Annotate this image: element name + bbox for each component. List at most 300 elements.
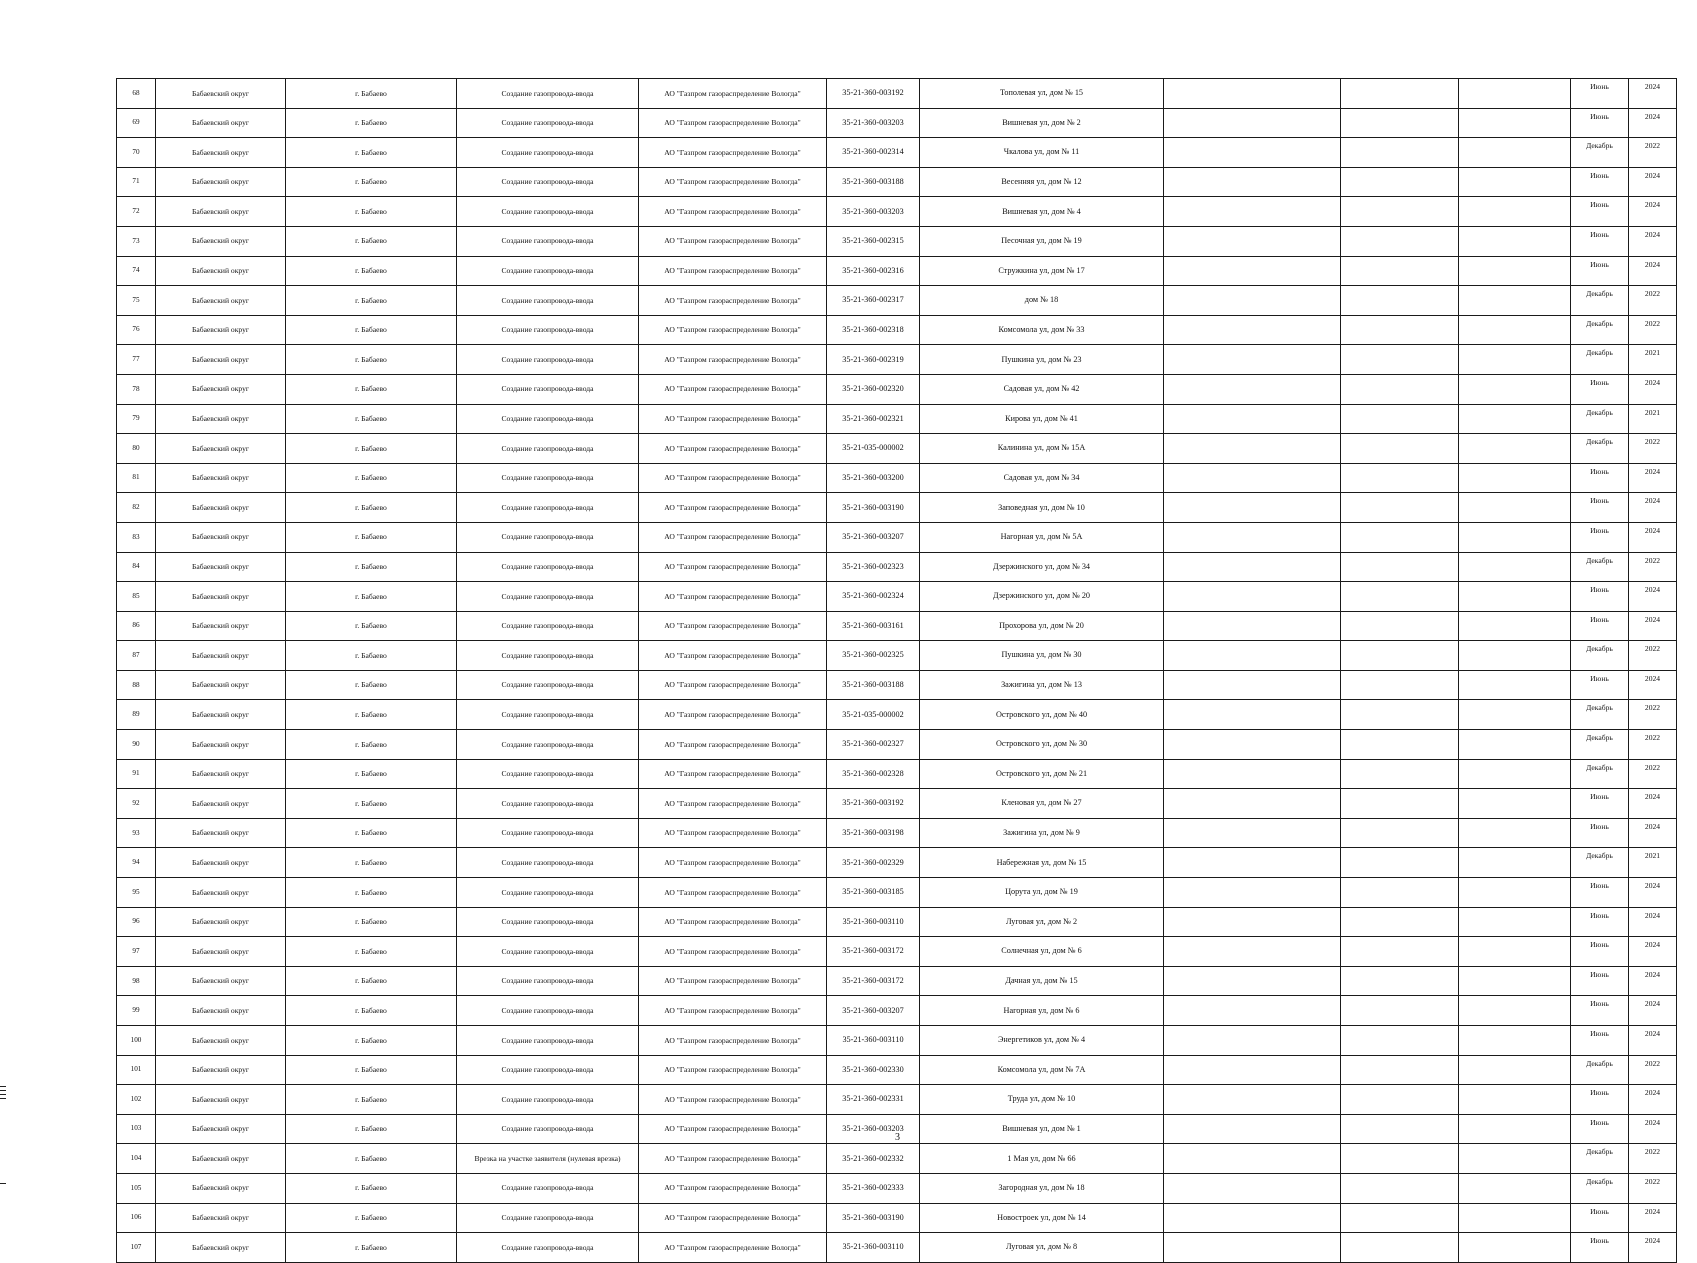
empty-cell — [1341, 1173, 1459, 1203]
work-type-cell: Создание газопровода-ввода — [457, 582, 639, 612]
work-type-cell: Создание газопровода-ввода — [457, 789, 639, 819]
organization-cell: АО "Газпром газораспределение Вологда" — [639, 1173, 827, 1203]
organization-cell: АО "Газпром газораспределение Вологда" — [639, 907, 827, 937]
empty-cell — [1341, 1055, 1459, 1085]
empty-cell — [1459, 404, 1571, 434]
table-row — [117, 522, 1677, 552]
address-cell: Цорута ул, дом № 19 — [920, 878, 1164, 908]
empty-cell — [1341, 1085, 1459, 1115]
district-cell: Бабаевский округ — [156, 79, 286, 109]
empty-cell — [1459, 937, 1571, 967]
year-cell: 2022 — [1629, 552, 1677, 582]
district-cell: Бабаевский округ — [156, 1055, 286, 1085]
month-cell: Июнь — [1571, 907, 1629, 937]
empty-cell — [1459, 463, 1571, 493]
empty-cell — [1341, 759, 1459, 789]
district-cell: Бабаевский округ — [156, 907, 286, 937]
empty-cell — [1341, 286, 1459, 316]
year-cell: 2021 — [1629, 404, 1677, 434]
district-cell: Бабаевский округ — [156, 138, 286, 168]
town-cell: г. Бабаево — [286, 937, 457, 967]
town-cell: г. Бабаево — [286, 493, 457, 523]
cadastral-number-cell: 35-21-360-003192 — [827, 79, 920, 109]
month-cell: Декабрь — [1571, 286, 1629, 316]
work-type-cell: Создание газопровода-ввода — [457, 878, 639, 908]
year-cell: 2022 — [1629, 138, 1677, 168]
address-cell: Вишневая ул, дом № 2 — [920, 108, 1164, 138]
empty-cell — [1459, 641, 1571, 671]
address-cell: Островского ул, дом № 40 — [920, 700, 1164, 730]
empty-cell — [1459, 197, 1571, 227]
month-cell: Июнь — [1571, 167, 1629, 197]
work-type-cell: Создание газопровода-ввода — [457, 1233, 639, 1263]
row-number-cell: 104 — [117, 1144, 156, 1174]
table-row — [117, 167, 1677, 197]
cadastral-number-cell: 35-21-360-002327 — [827, 730, 920, 760]
month-cell: Июнь — [1571, 1026, 1629, 1056]
table-row — [117, 286, 1677, 316]
organization-cell: АО "Газпром газораспределение Вологда" — [639, 286, 827, 316]
district-cell: Бабаевский округ — [156, 1114, 286, 1144]
month-cell: Июнь — [1571, 937, 1629, 967]
cadastral-number-cell: 35-21-360-003110 — [827, 1233, 920, 1263]
cadastral-number-cell: 35-21-360-003110 — [827, 1026, 920, 1056]
address-cell: 1 Мая ул, дом № 66 — [920, 1144, 1164, 1174]
year-cell: 2024 — [1629, 966, 1677, 996]
table-row — [117, 1203, 1677, 1233]
empty-cell — [1164, 1085, 1341, 1115]
address-cell: Садовая ул, дом № 34 — [920, 463, 1164, 493]
cadastral-number-cell: 35-21-360-002332 — [827, 1144, 920, 1174]
town-cell: г. Бабаево — [286, 848, 457, 878]
year-cell: 2022 — [1629, 1173, 1677, 1203]
cadastral-number-cell: 35-21-360-003188 — [827, 670, 920, 700]
cadastral-number-cell: 35-21-360-002317 — [827, 286, 920, 316]
town-cell: г. Бабаево — [286, 1114, 457, 1144]
work-type-cell: Создание газопровода-ввода — [457, 345, 639, 375]
empty-cell — [1341, 641, 1459, 671]
work-type-cell: Создание газопровода-ввода — [457, 493, 639, 523]
town-cell: г. Бабаево — [286, 434, 457, 464]
table-row — [117, 404, 1677, 434]
month-cell: Июнь — [1571, 463, 1629, 493]
table-row — [117, 700, 1677, 730]
town-cell: г. Бабаево — [286, 1055, 457, 1085]
empty-cell — [1164, 167, 1341, 197]
month-cell: Июнь — [1571, 1085, 1629, 1115]
organization-cell: АО "Газпром газораспределение Вологда" — [639, 522, 827, 552]
table-row — [117, 966, 1677, 996]
district-cell: Бабаевский округ — [156, 522, 286, 552]
work-type-cell: Создание газопровода-ввода — [457, 315, 639, 345]
work-type-cell: Создание газопровода-ввода — [457, 463, 639, 493]
empty-cell — [1341, 434, 1459, 464]
work-type-cell: Создание газопровода-ввода — [457, 700, 639, 730]
month-cell: Июнь — [1571, 878, 1629, 908]
empty-cell — [1341, 256, 1459, 286]
empty-cell — [1459, 108, 1571, 138]
district-cell: Бабаевский округ — [156, 937, 286, 967]
organization-cell: АО "Газпром газораспределение Вологда" — [639, 1144, 827, 1174]
district-cell: Бабаевский округ — [156, 966, 286, 996]
empty-cell — [1459, 700, 1571, 730]
town-cell: г. Бабаево — [286, 552, 457, 582]
row-number-cell: 102 — [117, 1085, 156, 1115]
row-number-cell: 82 — [117, 493, 156, 523]
address-cell: Зажигина ул, дом № 9 — [920, 818, 1164, 848]
organization-cell: АО "Газпром газораспределение Вологда" — [639, 79, 827, 109]
empty-cell — [1459, 1203, 1571, 1233]
organization-cell: АО "Газпром газораспределение Вологда" — [639, 848, 827, 878]
empty-cell — [1164, 996, 1341, 1026]
town-cell: г. Бабаево — [286, 996, 457, 1026]
organization-cell: АО "Газпром газораспределение Вологда" — [639, 315, 827, 345]
empty-cell — [1341, 1203, 1459, 1233]
cadastral-number-cell: 35-21-360-003190 — [827, 1203, 920, 1233]
empty-cell — [1459, 759, 1571, 789]
empty-cell — [1164, 1173, 1341, 1203]
empty-cell — [1164, 1114, 1341, 1144]
empty-cell — [1164, 197, 1341, 227]
cadastral-number-cell: 35-21-360-003172 — [827, 937, 920, 967]
empty-cell — [1341, 848, 1459, 878]
empty-cell — [1459, 996, 1571, 1026]
month-cell: Декабрь — [1571, 1144, 1629, 1174]
town-cell: г. Бабаево — [286, 759, 457, 789]
district-cell: Бабаевский округ — [156, 197, 286, 227]
district-cell: Бабаевский округ — [156, 996, 286, 1026]
work-type-cell: Создание газопровода-ввода — [457, 138, 639, 168]
town-cell: г. Бабаево — [286, 167, 457, 197]
district-cell: Бабаевский округ — [156, 1233, 286, 1263]
empty-cell — [1341, 1144, 1459, 1174]
table-row — [117, 1233, 1677, 1263]
organization-cell: АО "Газпром газораспределение Вологда" — [639, 197, 827, 227]
month-cell: Июнь — [1571, 493, 1629, 523]
row-number-cell: 81 — [117, 463, 156, 493]
year-cell: 2024 — [1629, 493, 1677, 523]
organization-cell: АО "Газпром газораспределение Вологда" — [639, 1203, 827, 1233]
month-cell: Декабрь — [1571, 641, 1629, 671]
organization-cell: АО "Газпром газораспределение Вологда" — [639, 641, 827, 671]
empty-cell — [1341, 1114, 1459, 1144]
empty-cell — [1164, 582, 1341, 612]
address-cell: Солнечная ул, дом № 6 — [920, 937, 1164, 967]
empty-cell — [1459, 1173, 1571, 1203]
month-cell: Декабрь — [1571, 138, 1629, 168]
empty-cell — [1164, 1144, 1341, 1174]
empty-cell — [1459, 611, 1571, 641]
work-type-cell: Создание газопровода-ввода — [457, 996, 639, 1026]
margin-mark — [0, 1098, 6, 1099]
district-cell: Бабаевский округ — [156, 404, 286, 434]
address-cell: Тополевая ул, дом № 15 — [920, 79, 1164, 109]
page-number: 3 — [895, 1132, 900, 1143]
row-number-cell: 103 — [117, 1114, 156, 1144]
town-cell: г. Бабаево — [286, 79, 457, 109]
town-cell: г. Бабаево — [286, 730, 457, 760]
empty-cell — [1164, 493, 1341, 523]
empty-cell — [1459, 966, 1571, 996]
empty-cell — [1341, 818, 1459, 848]
town-cell: г. Бабаево — [286, 1085, 457, 1115]
organization-cell: АО "Газпром газораспределение Вологда" — [639, 138, 827, 168]
cadastral-number-cell: 35-21-360-002331 — [827, 1085, 920, 1115]
address-cell: Чкалова ул, дом № 11 — [920, 138, 1164, 168]
district-cell: Бабаевский округ — [156, 700, 286, 730]
empty-cell — [1164, 256, 1341, 286]
empty-cell — [1341, 79, 1459, 109]
row-number-cell: 93 — [117, 818, 156, 848]
town-cell: г. Бабаево — [286, 138, 457, 168]
district-cell: Бабаевский округ — [156, 1026, 286, 1056]
work-type-cell: Создание газопровода-ввода — [457, 670, 639, 700]
row-number-cell: 71 — [117, 167, 156, 197]
row-number-cell: 95 — [117, 878, 156, 908]
organization-cell: АО "Газпром газораспределение Вологда" — [639, 226, 827, 256]
year-cell: 2021 — [1629, 848, 1677, 878]
year-cell: 2024 — [1629, 670, 1677, 700]
empty-cell — [1341, 611, 1459, 641]
month-cell: Декабрь — [1571, 552, 1629, 582]
row-number-cell: 99 — [117, 996, 156, 1026]
organization-cell: АО "Газпром газораспределение Вологда" — [639, 937, 827, 967]
empty-cell — [1164, 966, 1341, 996]
empty-cell — [1341, 789, 1459, 819]
empty-cell — [1164, 434, 1341, 464]
town-cell: г. Бабаево — [286, 966, 457, 996]
table-row — [117, 670, 1677, 700]
address-cell: Вишневая ул, дом № 1 — [920, 1114, 1164, 1144]
table-row — [117, 818, 1677, 848]
work-type-cell: Создание газопровода-ввода — [457, 108, 639, 138]
year-cell: 2024 — [1629, 611, 1677, 641]
table-row — [117, 848, 1677, 878]
district-cell: Бабаевский округ — [156, 167, 286, 197]
year-cell: 2022 — [1629, 1055, 1677, 1085]
month-cell: Июнь — [1571, 789, 1629, 819]
gasification-schedule-table — [116, 78, 1677, 1263]
cadastral-number-cell: 35-21-360-002316 — [827, 256, 920, 286]
district-cell: Бабаевский округ — [156, 1144, 286, 1174]
empty-cell — [1164, 404, 1341, 434]
district-cell: Бабаевский округ — [156, 848, 286, 878]
empty-cell — [1341, 1233, 1459, 1263]
row-number-cell: 90 — [117, 730, 156, 760]
row-number-cell: 69 — [117, 108, 156, 138]
table-row — [117, 434, 1677, 464]
row-number-cell: 91 — [117, 759, 156, 789]
organization-cell: АО "Газпром газораспределение Вологда" — [639, 1114, 827, 1144]
address-cell: Труда ул, дом № 10 — [920, 1085, 1164, 1115]
year-cell: 2024 — [1629, 79, 1677, 109]
empty-cell — [1459, 79, 1571, 109]
year-cell: 2024 — [1629, 463, 1677, 493]
work-type-cell: Создание газопровода-ввода — [457, 937, 639, 967]
empty-cell — [1164, 226, 1341, 256]
month-cell: Июнь — [1571, 197, 1629, 227]
row-number-cell: 107 — [117, 1233, 156, 1263]
organization-cell: АО "Газпром газораспределение Вологда" — [639, 700, 827, 730]
empty-cell — [1459, 1026, 1571, 1056]
cadastral-number-cell: 35-21-360-003203 — [827, 1114, 920, 1144]
district-cell: Бабаевский округ — [156, 256, 286, 286]
table-row — [117, 907, 1677, 937]
work-type-cell: Создание газопровода-ввода — [457, 1203, 639, 1233]
row-number-cell: 86 — [117, 611, 156, 641]
table-row — [117, 1055, 1677, 1085]
address-cell: Нагорная ул, дом № 5А — [920, 522, 1164, 552]
empty-cell — [1459, 226, 1571, 256]
table-row — [117, 345, 1677, 375]
address-cell: Комсомола ул, дом № 7А — [920, 1055, 1164, 1085]
year-cell: 2022 — [1629, 1144, 1677, 1174]
organization-cell: АО "Газпром газораспределение Вологда" — [639, 463, 827, 493]
cadastral-number-cell: 35-21-360-003200 — [827, 463, 920, 493]
town-cell: г. Бабаево — [286, 315, 457, 345]
empty-cell — [1341, 197, 1459, 227]
address-cell: Стружкина ул, дом № 17 — [920, 256, 1164, 286]
empty-cell — [1459, 493, 1571, 523]
empty-cell — [1459, 1055, 1571, 1085]
empty-cell — [1164, 700, 1341, 730]
address-cell: Зажигина ул, дом № 13 — [920, 670, 1164, 700]
district-cell: Бабаевский округ — [156, 434, 286, 464]
empty-cell — [1459, 315, 1571, 345]
table-body — [117, 79, 1677, 1263]
month-cell: Декабрь — [1571, 345, 1629, 375]
table-row — [117, 79, 1677, 109]
district-cell: Бабаевский округ — [156, 611, 286, 641]
empty-cell — [1341, 552, 1459, 582]
table-row — [117, 937, 1677, 967]
table-row — [117, 611, 1677, 641]
organization-cell: АО "Газпром газораспределение Вологда" — [639, 966, 827, 996]
cadastral-number-cell: 35-21-360-003185 — [827, 878, 920, 908]
work-type-cell: Создание газопровода-ввода — [457, 641, 639, 671]
year-cell: 2022 — [1629, 434, 1677, 464]
table-row — [117, 1085, 1677, 1115]
town-cell: г. Бабаево — [286, 374, 457, 404]
empty-cell — [1341, 167, 1459, 197]
empty-cell — [1164, 1055, 1341, 1085]
empty-cell — [1341, 138, 1459, 168]
town-cell: г. Бабаево — [286, 670, 457, 700]
organization-cell: АО "Газпром газораспределение Вологда" — [639, 552, 827, 582]
margin-mark — [0, 1086, 6, 1087]
year-cell: 2022 — [1629, 315, 1677, 345]
cadastral-number-cell: 35-21-360-003192 — [827, 789, 920, 819]
work-type-cell: Создание газопровода-ввода — [457, 404, 639, 434]
year-cell: 2022 — [1629, 759, 1677, 789]
address-cell: Луговая ул, дом № 2 — [920, 907, 1164, 937]
empty-cell — [1164, 1203, 1341, 1233]
district-cell: Бабаевский округ — [156, 315, 286, 345]
work-type-cell: Создание газопровода-ввода — [457, 197, 639, 227]
month-cell: Июнь — [1571, 611, 1629, 641]
cadastral-number-cell: 35-21-360-003203 — [827, 197, 920, 227]
month-cell: Декабрь — [1571, 848, 1629, 878]
cadastral-number-cell: 35-21-360-002314 — [827, 138, 920, 168]
address-cell: Кирова ул, дом № 41 — [920, 404, 1164, 434]
row-number-cell: 94 — [117, 848, 156, 878]
month-cell: Декабрь — [1571, 404, 1629, 434]
cadastral-number-cell: 35-21-360-003110 — [827, 907, 920, 937]
organization-cell: АО "Газпром газораспределение Вологда" — [639, 374, 827, 404]
empty-cell — [1459, 1085, 1571, 1115]
cadastral-number-cell: 35-21-360-002318 — [827, 315, 920, 345]
table-row — [117, 197, 1677, 227]
empty-cell — [1341, 522, 1459, 552]
empty-cell — [1164, 138, 1341, 168]
row-number-cell: 74 — [117, 256, 156, 286]
work-type-cell: Создание газопровода-ввода — [457, 1114, 639, 1144]
empty-cell — [1164, 286, 1341, 316]
work-type-cell: Создание газопровода-ввода — [457, 611, 639, 641]
table-row — [117, 789, 1677, 819]
cadastral-number-cell: 35-21-360-003207 — [827, 522, 920, 552]
empty-cell — [1459, 256, 1571, 286]
town-cell: г. Бабаево — [286, 789, 457, 819]
row-number-cell: 72 — [117, 197, 156, 227]
empty-cell — [1341, 226, 1459, 256]
town-cell: г. Бабаево — [286, 108, 457, 138]
address-cell: Заповедная ул, дом № 10 — [920, 493, 1164, 523]
work-type-cell: Создание газопровода-ввода — [457, 1173, 639, 1203]
town-cell: г. Бабаево — [286, 700, 457, 730]
year-cell: 2024 — [1629, 1114, 1677, 1144]
empty-cell — [1341, 493, 1459, 523]
empty-cell — [1164, 463, 1341, 493]
district-cell: Бабаевский округ — [156, 818, 286, 848]
address-cell: Прохорова ул, дом № 20 — [920, 611, 1164, 641]
empty-cell — [1164, 759, 1341, 789]
organization-cell: АО "Газпром газораспределение Вологда" — [639, 730, 827, 760]
empty-cell — [1459, 670, 1571, 700]
district-cell: Бабаевский округ — [156, 374, 286, 404]
table-row — [117, 996, 1677, 1026]
organization-cell: АО "Газпром газораспределение Вологда" — [639, 789, 827, 819]
work-type-cell: Создание газопровода-ввода — [457, 1026, 639, 1056]
work-type-cell: Создание газопровода-ввода — [457, 966, 639, 996]
district-cell: Бабаевский округ — [156, 759, 286, 789]
row-number-cell: 89 — [117, 700, 156, 730]
town-cell: г. Бабаево — [286, 582, 457, 612]
year-cell: 2021 — [1629, 345, 1677, 375]
table-row — [117, 108, 1677, 138]
cadastral-number-cell: 35-21-360-003203 — [827, 108, 920, 138]
empty-cell — [1164, 730, 1341, 760]
empty-cell — [1459, 286, 1571, 316]
row-number-cell: 98 — [117, 966, 156, 996]
empty-cell — [1164, 552, 1341, 582]
empty-cell — [1459, 818, 1571, 848]
work-type-cell: Создание газопровода-ввода — [457, 552, 639, 582]
district-cell: Бабаевский округ — [156, 878, 286, 908]
year-cell: 2024 — [1629, 197, 1677, 227]
cadastral-number-cell: 35-21-360-002315 — [827, 226, 920, 256]
table-row — [117, 730, 1677, 760]
organization-cell: АО "Газпром газораспределение Вологда" — [639, 582, 827, 612]
year-cell: 2022 — [1629, 700, 1677, 730]
empty-cell — [1459, 1233, 1571, 1263]
row-number-cell: 106 — [117, 1203, 156, 1233]
row-number-cell: 76 — [117, 315, 156, 345]
year-cell: 2024 — [1629, 907, 1677, 937]
year-cell: 2024 — [1629, 1085, 1677, 1115]
empty-cell — [1459, 582, 1571, 612]
row-number-cell: 79 — [117, 404, 156, 434]
